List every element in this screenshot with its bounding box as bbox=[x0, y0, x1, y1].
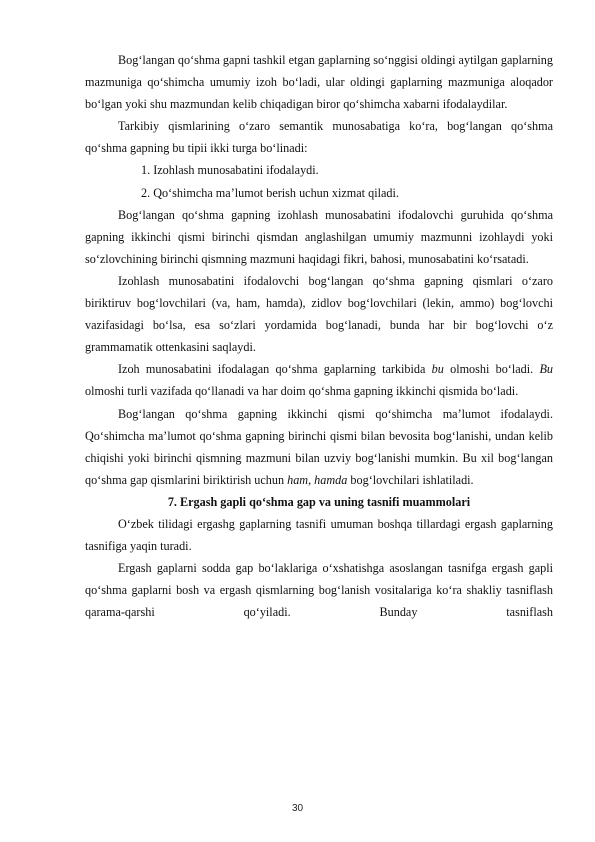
paragraph-3: Bog‘langan qo‘shma gapning izohlash munosabatini ifodalovchi guruhida qo‘shma gapning ikkinchi qismi birinchi qismdan anglashilgan umumiy mazmunni izohlaydi yoki so‘zlovchining birinchi qismning mazmuni haqidagi fikri, bahosi, munosabatini ko‘rsatadi. bbox=[85, 207, 553, 266]
paragraph-5-text-b: olmoshi bo‘ladi. bbox=[450, 362, 534, 377]
paragraph-5 bbox=[85, 358, 553, 402]
section-heading: 7. Ergash gapli qo‘shma gap va uning tasnifi muammolari bbox=[167, 494, 471, 509]
list-item-2: 2. Qo‘shimcha ma’lumot berish uchun xizmat qiladi. bbox=[141, 185, 399, 200]
list-item-1: 1. Izohlash munosabatini ifodalaydi. bbox=[141, 163, 319, 178]
paragraph-6-italic: ham, hamda bbox=[287, 472, 348, 487]
paragraph-4: Izohlash munosabatini ifodalovchi bog‘langan qo‘shma gapning qismlari o‘zaro biriktiruv bog‘lovchilari (va, ham, hamda), zidlov bog‘lovchilari (lekin, ammo) bog‘lovchi vazifasidagi bo‘lsa, esa so‘zlari yordamida bog‘lanadi, bunda har bir bog‘lovchi o‘z grammamatik ottenkasini saqlaydi. bbox=[85, 273, 553, 355]
paragraph-1: Bog‘langan qo‘shma gapni tashkil etgan gaplarning so‘nggisi oldingi aytilgan gaplarning mazmuniga qo‘shimcha umumiy izoh bo‘ladi, ular oldingi gaplarning mazmuniga aloqador bo‘lgan yoki shu mazmundan kelib chiqadigan biror qo‘shimcha xabarni ifodalaydilar. bbox=[85, 53, 553, 112]
document-page bbox=[85, 49, 553, 623]
paragraph-6-text-a: Bog‘langan qo‘shma gapning ikkinchi qismi qo‘shimcha ma’lumot ifodalaydi. Qo‘shimcha ma’lumot qo‘shma gapning birinchi qismi bilan bevosita bog‘lanishi, undan kelib chiqishi yoki birinchi qismning mazmuni bilan uzviy bog‘lanishi mumkin. Bu xil bog‘langan qo‘shma gap qismlarini biriktirish uchun bbox=[85, 406, 553, 487]
paragraph-5-italic-bu: bu bbox=[431, 362, 444, 377]
paragraph-7: O‘zbek tilidagi ergashg gaplarning tasnifi umuman boshqa tillardagi ergash gaplarning tasnifiga yaqin turadi. bbox=[85, 516, 553, 554]
paragraph-5-text-a: Izoh munosabatini ifodalagan qo‘shma gaplarning tarkibida bbox=[118, 362, 426, 377]
page-number: 30 bbox=[291, 803, 304, 814]
paragraph-8: Ergash gaplarni sodda gap bo‘laklariga o‘xshatishga asoslangan tasnifga ergash gapli qo‘shma gaplarni bosh va ergash qismlarning bog‘lanish vositalariga ko‘ra shakliy tasniflash qarama-qarshi qo‘yiladi. Bunday tasniflash bbox=[85, 561, 553, 620]
paragraph-5-text-c: olmoshi turli vazifada qo‘llanadi va har doim qo‘shma gapning ikkinchi qismida bo‘ladi. bbox=[85, 384, 519, 399]
paragraph-6-text-b: bog‘lovchilari ishlatiladi. bbox=[350, 472, 474, 487]
paragraph-6 bbox=[85, 403, 553, 491]
paragraph-2: Tarkibiy qismlarining o‘zaro semantik munosabatiga ko‘ra, bog‘langan qo‘shma qo‘shma gapning bu tipii ikki turga bo‘linadi: bbox=[85, 119, 553, 156]
paragraph-5-italic-bu-2: Bu bbox=[539, 362, 553, 377]
